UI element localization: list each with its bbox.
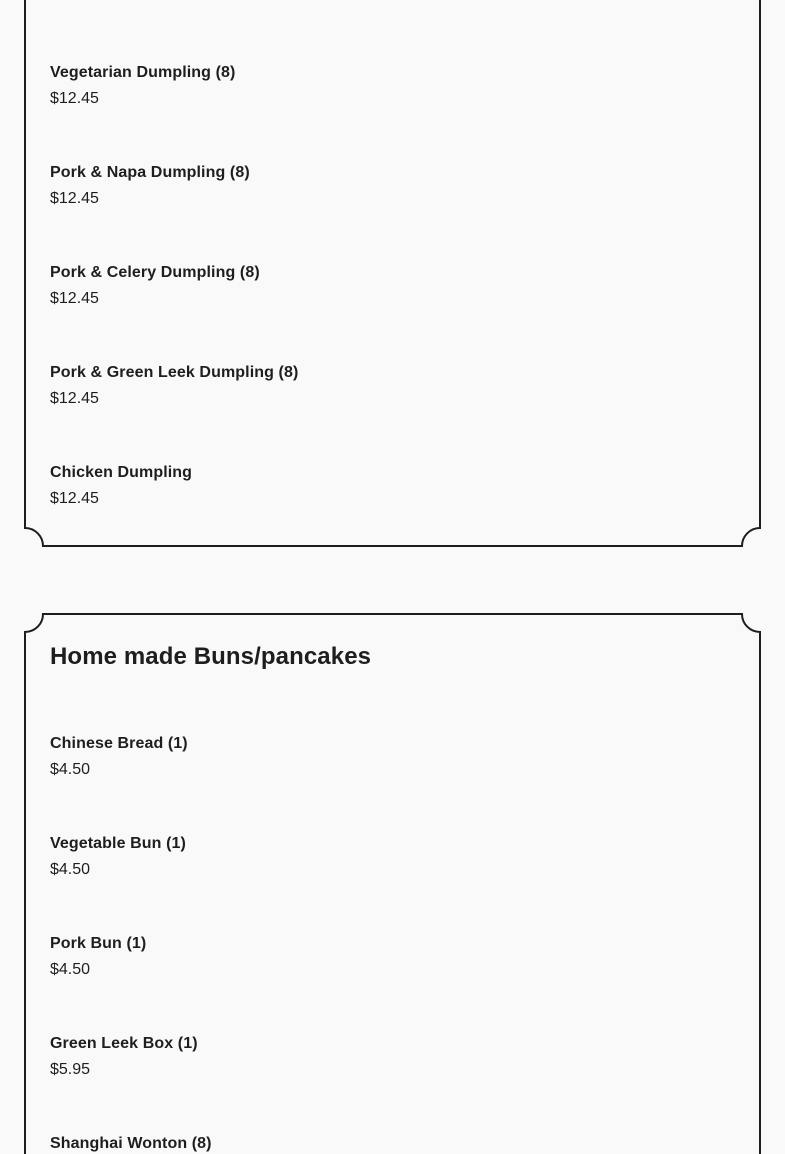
menu-item[interactable] [50, 834, 212, 934]
menu-item[interactable] [50, 1034, 212, 1134]
menu-item[interactable] [50, 934, 212, 1034]
menu-item-name: Chinese Bread (1) [50, 735, 188, 752]
menu-item[interactable] [50, 463, 298, 563]
menu-item-price: $5.95 [50, 1061, 91, 1078]
menu-item-price: $4.50 [50, 961, 91, 978]
menu-item-name: Chicken Dumpling [50, 464, 193, 481]
menu-section-card-buns [24, 613, 761, 1154]
menu-item-price: $12.45 [50, 190, 99, 207]
menu-item-name: Pork & Green Leek Dumpling (8) [50, 364, 299, 381]
menu-item[interactable] [50, 1134, 212, 1154]
menu-item-price: $12.45 [50, 90, 99, 107]
menu-item-list [50, 63, 298, 563]
menu-item-name: Green Leek Box (1) [50, 1035, 198, 1052]
menu-item-price: $12.45 [50, 390, 99, 407]
menu-item-price: $12.45 [50, 490, 99, 507]
menu-item-name: Pork Bun (1) [50, 935, 147, 952]
menu-item[interactable] [50, 163, 298, 263]
menu-item[interactable] [50, 63, 298, 163]
section-title: Home made Buns/pancakes [50, 643, 372, 670]
menu-item-price: $4.50 [50, 761, 91, 778]
menu-item[interactable] [50, 734, 212, 834]
menu-section-card-dumplings [24, 0, 761, 549]
menu-item-list [50, 734, 212, 1154]
menu-item-price: $4.50 [50, 861, 91, 878]
menu-item[interactable] [50, 363, 298, 463]
menu-item-name: Pork & Napa Dumpling (8) [50, 164, 250, 181]
menu-item-name: Vegetarian Dumpling (8) [50, 64, 236, 81]
menu-item-price: $12.45 [50, 290, 99, 307]
menu-item-name: Shanghai Wonton (8) [50, 1135, 212, 1152]
menu-item[interactable] [50, 263, 298, 363]
menu-item-name: Pork & Celery Dumpling (8) [50, 264, 260, 281]
menu-item-name: Vegetable Bun (1) [50, 835, 186, 852]
